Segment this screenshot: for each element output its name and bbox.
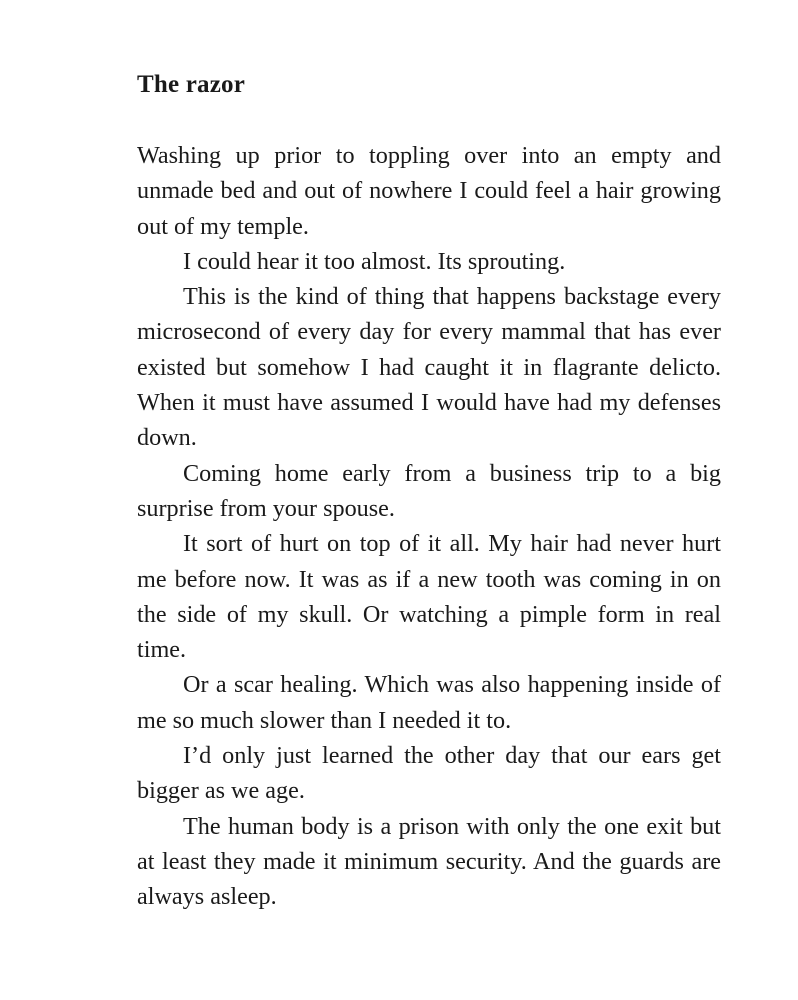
paragraph-6: Or a scar healing. Which was also happening inside of me so much slower than I needed it to.: [137, 671, 721, 734]
paragraph-3: This is the kind of thing that happens backstage every microsecond of every day for every mammal that has ever existed but somehow I had caught it in flagrante delicto. When it must have assumed I would have had my defenses down.: [137, 283, 721, 452]
paragraph-4: Coming home early from a business trip to a big surprise from your spouse.: [137, 459, 721, 522]
paragraph-1: Washing up prior to toppling over into an empty and unmade bed and out of nowhere I could feel a hair growing out of my temple.: [137, 142, 721, 240]
chapter-title: The razor: [137, 71, 246, 98]
paragraph-7: I’d only just learned the other day that our ears get bigger as we age.: [137, 742, 721, 805]
paragraph-2: I could hear it too almost. Its sprouting.: [183, 247, 566, 275]
paragraph-5: It sort of hurt on top of it all. My hair had never hurt me before now. It was as if a new tooth was coming in on the side of my skull. Or watching a pimple form in real time.: [137, 530, 721, 664]
page-content: [137, 68, 721, 915]
paragraph-8: The human body is a prison with only the one exit but at least they made it minimum security. And the guards are always asleep.: [137, 812, 721, 911]
